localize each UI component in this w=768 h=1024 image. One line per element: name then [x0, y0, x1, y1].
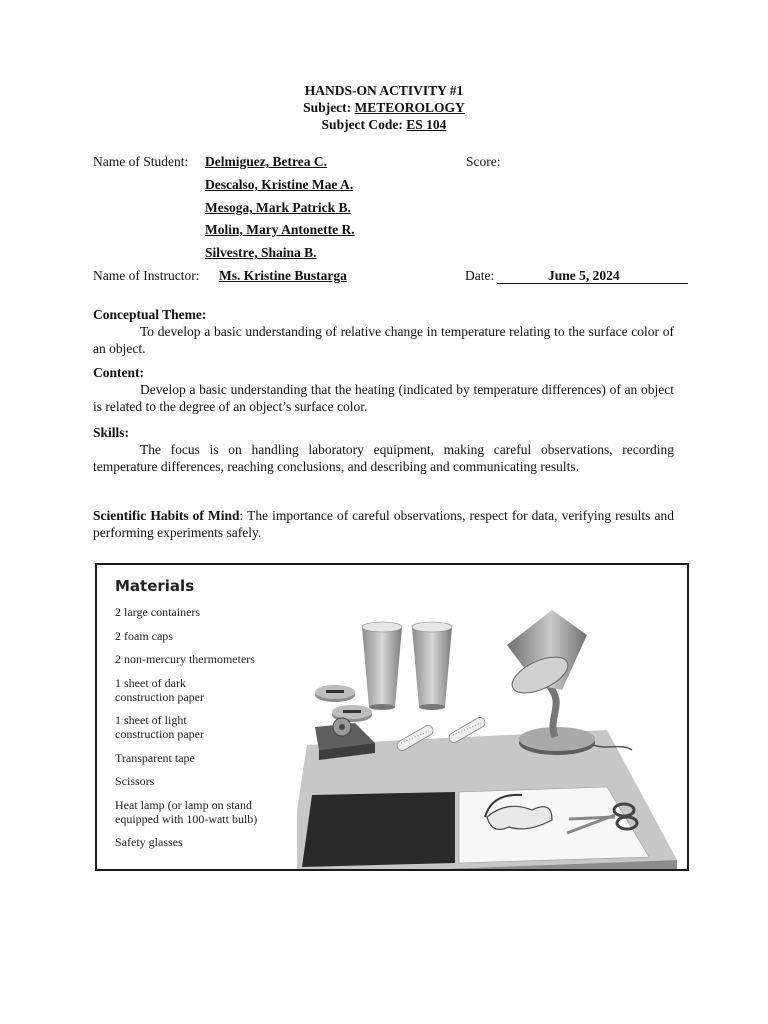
date-label: Date:: [465, 268, 495, 283]
instructor-name: Ms. Kristine Bustarga: [219, 268, 347, 283]
habits-text: : The importance of careful observations, respect for data, verifying results and performing experiments safely.: [93, 508, 674, 540]
conceptual-theme-section: [93, 306, 674, 357]
dark-paper-shape: [302, 792, 455, 867]
material-item: Transparent tape: [115, 750, 195, 765]
subject-code-value: ES 104: [406, 117, 447, 132]
subject-code-line: [0, 116, 768, 133]
content-section: [93, 364, 674, 415]
skills-section: [93, 424, 674, 475]
material-item: 2 foam caps: [115, 628, 173, 643]
material-item: Scissors: [115, 774, 155, 788]
date-field: [497, 267, 688, 284]
subject-label: Subject:: [303, 100, 352, 115]
student-name-2: Descalso, Kristine Mae A.: [205, 177, 354, 192]
materials-list: [115, 605, 257, 859]
material-item: Heat lamp (or lamp on stand equipped with 100-watt bulb): [115, 797, 258, 826]
subject-code-label: Subject Code:: [321, 117, 403, 132]
materials-figure: [95, 563, 689, 871]
subject-value: METEOROLOGY: [354, 100, 465, 115]
conceptual-theme-text: To develop a basic understanding of relative change in temperature relating to the surface color of an object.: [93, 324, 674, 356]
skills-heading: Skills:: [93, 425, 130, 440]
tape-dispenser-shape: [315, 718, 375, 760]
habits-heading: Scientific Habits of Mind: [93, 508, 240, 523]
skills-text: The focus is on handling laboratory equipment, making careful observations, recording temperature differences, reaching conclusions, and describing and communicating results.: [93, 442, 674, 474]
student-name-4: Molin, Mary Antonette R.: [205, 222, 355, 237]
habits-section: [93, 507, 674, 541]
material-item: 2 non-mercury thermometers: [115, 652, 255, 666]
material-item: 2 large containers: [115, 605, 201, 619]
instructor-label: Name of Instructor:: [93, 268, 200, 283]
content-heading: Content:: [93, 365, 144, 380]
cup-shape: [362, 622, 402, 710]
heat-lamp-shape: [507, 610, 632, 755]
activity-title: HANDS-ON ACTIVITY #1: [304, 83, 464, 98]
student-label: Name of Student:: [93, 154, 189, 169]
foam-cap-shape: [315, 685, 355, 702]
score-label: Score:: [466, 154, 501, 169]
conceptual-theme-heading: Conceptual Theme:: [93, 307, 207, 322]
student-name-1: Delmiguez, Betrea C.: [205, 154, 327, 169]
material-item: 1 sheet of light construction paper: [115, 713, 204, 741]
material-item: 1 sheet of dark construction paper: [115, 675, 204, 704]
content-text: Develop a basic understanding that the heating (indicated by temperature differences) of an object is related to the degree of an object’s surface color.: [93, 382, 674, 414]
materials-title: Materials: [115, 577, 195, 595]
activity-header: [0, 82, 768, 133]
student-name-5: Silvestre, Shaina B.: [205, 245, 317, 260]
subject-line: [0, 99, 768, 116]
date-value: June 5, 2024: [548, 268, 620, 283]
materials-illustration: [297, 595, 687, 870]
material-item: Safety glasses: [115, 835, 183, 849]
cup-shape: [412, 622, 452, 710]
student-name-3: Mesoga, Mark Patrick B.: [205, 200, 351, 215]
